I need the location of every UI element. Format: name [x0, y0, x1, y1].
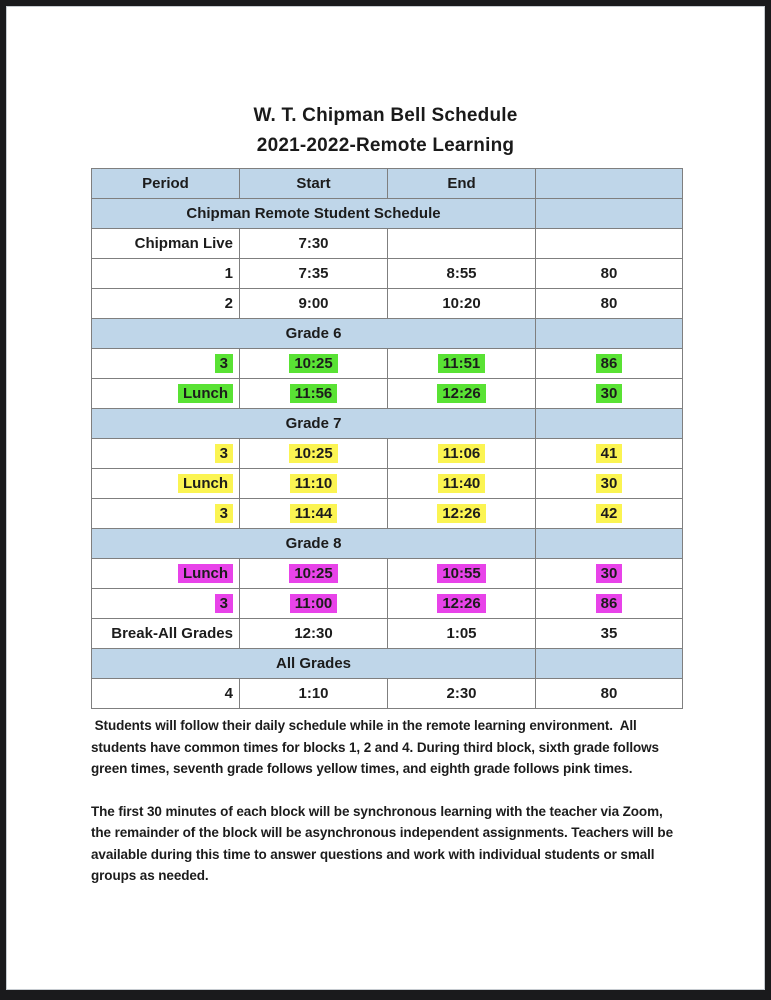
cell-minutes [536, 349, 683, 379]
section-row [92, 529, 683, 559]
column-header-period: Period [92, 169, 240, 199]
highlighted-text: 11:00 [290, 594, 338, 613]
section-empty-cell [536, 649, 683, 679]
cell-start [240, 259, 388, 289]
highlighted-text: 42 [596, 504, 623, 523]
highlighted-text: 30 [596, 474, 623, 493]
highlighted-text: 11:44 [290, 504, 338, 523]
schedule-row [92, 259, 683, 289]
cell-end [388, 229, 536, 259]
schedule-row [92, 499, 683, 529]
cell-start [240, 499, 388, 529]
cell-end [388, 259, 536, 289]
highlighted-text: 3 [215, 594, 233, 613]
note-paragraph-2: The first 30 minutes of each block will be synchronous learning with the teacher via Zoom, the remainder of the block will be asynchronous independent assignments. Teachers will be available during this time to answer questions and work with individual students or small groups as needed. [91, 803, 677, 883]
cell-text: 9:00 [298, 295, 329, 312]
highlighted-text: 11:40 [438, 474, 486, 493]
section-row [92, 199, 683, 229]
cell-start [240, 229, 388, 259]
highlighted-text: 86 [596, 594, 623, 613]
cell-period [92, 559, 240, 589]
cell-period [92, 589, 240, 619]
cell-text: 7:35 [298, 265, 329, 282]
cell-minutes [536, 379, 683, 409]
section-label: All Grades [92, 649, 536, 679]
cell-start [240, 439, 388, 469]
highlighted-text: 41 [596, 444, 623, 463]
cell-minutes [536, 679, 683, 709]
section-empty-cell [536, 529, 683, 559]
cell-start [240, 559, 388, 589]
cell-text: 4 [224, 685, 233, 702]
section-row [92, 409, 683, 439]
highlighted-text: 86 [596, 354, 623, 373]
cell-period [92, 349, 240, 379]
cell-text: 80 [600, 685, 618, 702]
section-empty-cell [536, 199, 683, 229]
cell-start [240, 379, 388, 409]
cell-minutes [536, 439, 683, 469]
cell-period [92, 289, 240, 319]
highlighted-text: 10:25 [289, 564, 337, 583]
cell-period [92, 379, 240, 409]
highlighted-text: 11:51 [438, 354, 486, 373]
cell-minutes [536, 229, 683, 259]
section-label: Grade 7 [92, 409, 536, 439]
cell-text: 7:30 [298, 235, 329, 252]
notes-section [91, 715, 686, 887]
highlighted-text: Lunch [178, 564, 233, 583]
document-subtitle: 2021-2022-Remote Learning [256, 135, 515, 156]
title-block [91, 101, 680, 161]
cell-start [240, 289, 388, 319]
schedule-row [92, 469, 683, 499]
section-label: Grade 8 [92, 529, 536, 559]
schedule-row [92, 589, 683, 619]
cell-period [92, 229, 240, 259]
cell-text: 35 [600, 625, 618, 642]
cell-text: Chipman Live [134, 235, 233, 252]
note-paragraph-1: Students will follow their daily schedule while in the remote learning environment. All students have common times for blocks 1, 2 and 4. During third block, sixth grade follows green times, seventh grade follows yellow times, and eighth grade follows pink times. [91, 718, 663, 776]
cell-minutes [536, 469, 683, 499]
cell-text: 80 [600, 265, 618, 282]
highlighted-text: 12:26 [437, 504, 485, 523]
cell-start [240, 589, 388, 619]
cell-text: 8:55 [446, 265, 477, 282]
cell-end [388, 589, 536, 619]
cell-period [92, 259, 240, 289]
highlighted-text: Lunch [178, 384, 233, 403]
column-header-blank [536, 169, 683, 199]
cell-text: 2 [224, 295, 233, 312]
cell-end [388, 439, 536, 469]
highlighted-text: 30 [596, 384, 623, 403]
cell-end [388, 499, 536, 529]
section-empty-cell [536, 409, 683, 439]
column-header-start: Start [240, 169, 388, 199]
schedule-table-body [92, 199, 683, 709]
cell-start [240, 349, 388, 379]
cell-text: 10:20 [442, 295, 481, 312]
highlighted-text: 3 [215, 504, 233, 523]
cell-minutes [536, 289, 683, 319]
cell-period [92, 619, 240, 649]
section-row [92, 319, 683, 349]
cell-end [388, 349, 536, 379]
highlighted-text: 10:25 [289, 354, 337, 373]
highlighted-text: 10:55 [437, 564, 485, 583]
cell-end [388, 379, 536, 409]
schedule-row [92, 439, 683, 469]
highlighted-text: 10:25 [289, 444, 337, 463]
header-row [92, 169, 683, 199]
cell-text: 80 [600, 295, 618, 312]
highlighted-text: 3 [215, 444, 233, 463]
cell-text: 1:10 [298, 685, 329, 702]
highlighted-text: 11:06 [438, 444, 486, 463]
cell-period [92, 469, 240, 499]
section-label: Grade 6 [92, 319, 536, 349]
highlighted-text: 3 [215, 354, 233, 373]
cell-end [388, 619, 536, 649]
cell-text: 1:05 [446, 625, 477, 642]
section-row [92, 649, 683, 679]
bell-schedule-table [91, 168, 683, 709]
document-title: W. T. Chipman Bell Schedule [253, 105, 518, 126]
schedule-row [92, 559, 683, 589]
section-label: Chipman Remote Student Schedule [92, 199, 536, 229]
schedule-row [92, 379, 683, 409]
cell-start [240, 469, 388, 499]
cell-start [240, 679, 388, 709]
cell-minutes [536, 589, 683, 619]
schedule-row [92, 289, 683, 319]
highlighted-text: Lunch [178, 474, 233, 493]
cell-text: Break-All Grades [111, 625, 233, 642]
cell-end [388, 469, 536, 499]
cell-end [388, 289, 536, 319]
schedule-row [92, 619, 683, 649]
highlighted-text: 12:26 [437, 594, 485, 613]
cell-minutes [536, 559, 683, 589]
cell-end [388, 559, 536, 589]
schedule-row [92, 679, 683, 709]
highlighted-text: 30 [596, 564, 623, 583]
schedule-row [92, 229, 683, 259]
column-header-end: End [388, 169, 536, 199]
highlighted-text: 11:56 [290, 384, 338, 403]
cell-period [92, 499, 240, 529]
document-content [7, 7, 764, 887]
highlighted-text: 12:26 [437, 384, 485, 403]
document-page [6, 6, 765, 990]
section-empty-cell [536, 319, 683, 349]
cell-minutes [536, 259, 683, 289]
cell-period [92, 679, 240, 709]
cell-minutes [536, 619, 683, 649]
cell-minutes [536, 499, 683, 529]
cell-text: 12:30 [294, 625, 333, 642]
cell-start [240, 619, 388, 649]
schedule-row [92, 349, 683, 379]
cell-text: 2:30 [446, 685, 477, 702]
cell-end [388, 679, 536, 709]
cell-text: 1 [224, 265, 233, 282]
highlighted-text: 11:10 [290, 474, 338, 493]
cell-period [92, 439, 240, 469]
